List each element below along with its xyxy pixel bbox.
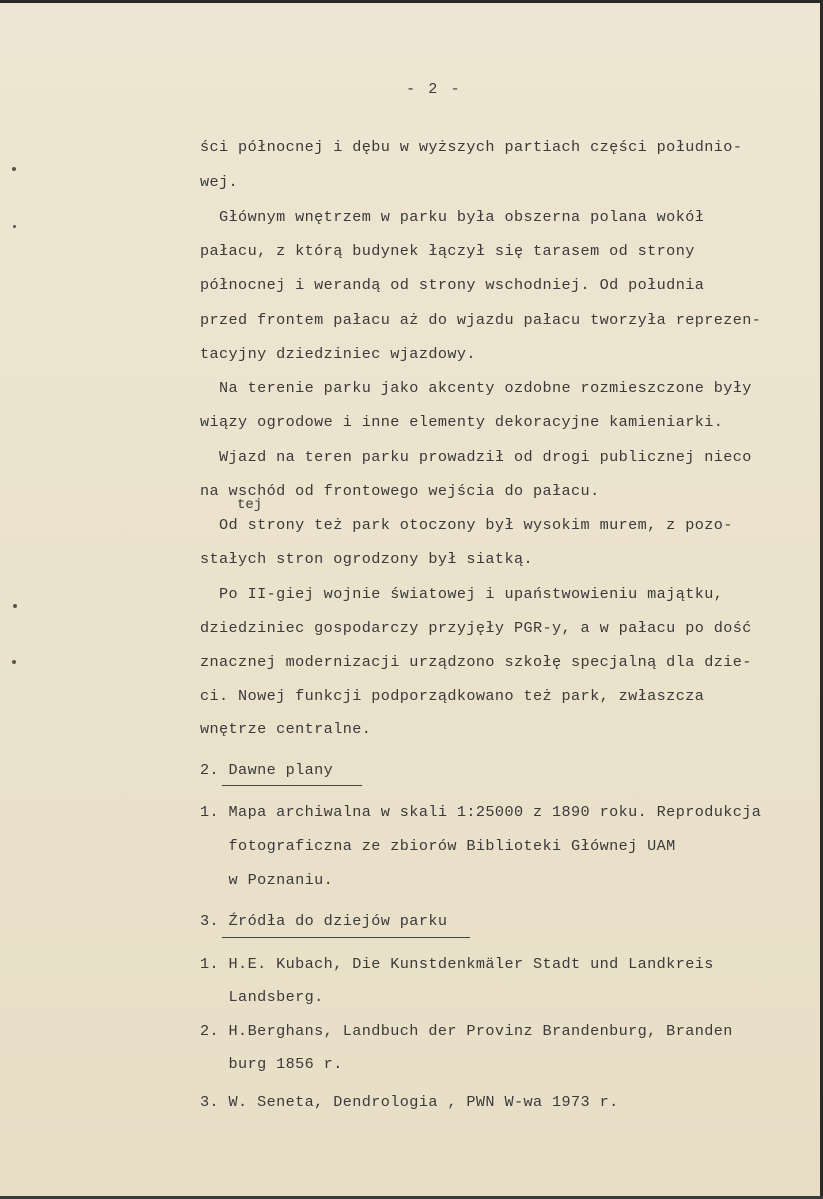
handwritten-insertion: tej — [237, 497, 263, 513]
body-line: ci. Nowej funkcji podporządkowano też park, zwłaszcza — [200, 687, 705, 705]
body-line: Wjazd na teren parku prowadził od drogi publicznej nieco — [200, 448, 752, 466]
section-heading: 3. Źródła do dziejów parku — [200, 912, 448, 930]
list-item-continuation: w Poznaniu. — [200, 871, 334, 889]
list-item: 3. W. Seneta, Dendrologia , PWN W-wa 1973 r. — [200, 1093, 619, 1111]
body-line: Po II-giej wojnie światowej i upaństwowieniu majątku, — [200, 585, 724, 603]
list-item: 2. H.Berghans, Landbuch der Provinz Brandenburg, Branden — [200, 1022, 733, 1040]
section-heading: 2. Dawne plany — [200, 761, 334, 779]
heading-underline — [222, 937, 470, 938]
body-line: wiązy ogrodowe i inne elementy dekoracyjne kamieniarki. — [200, 413, 724, 431]
body-line: północnej i werandą od strony wschodniej. Od południa — [200, 276, 705, 294]
margin-speck — [13, 604, 17, 608]
body-line: Głównym wnętrzem w parku była obszerna polana wokół — [200, 208, 705, 226]
list-item-continuation: burg 1856 r. — [200, 1055, 343, 1073]
body-line: przed frontem pałacu aż do wjazdu pałacu tworzyła reprezen- — [200, 311, 762, 329]
body-line: na wschód od frontowego wejścia do pałacu. — [200, 482, 600, 500]
body-line: dziedziniec gospodarczy przyjęły PGR-y, a w pałacu po dość — [200, 619, 752, 637]
list-item: 1. Mapa archiwalna w skali 1:25000 z 1890 roku. Reprodukcja — [200, 803, 762, 821]
list-item-continuation: fotograficzna ze zbiorów Biblioteki Głównej UAM — [200, 837, 676, 855]
body-line: stałych stron ogrodzony był siatką. — [200, 550, 533, 568]
margin-speck — [12, 660, 16, 664]
body-line: pałacu, z którą budynek łączył się tarasem od strony — [200, 242, 695, 260]
body-line: wnętrze centralne. — [200, 720, 372, 738]
body-line: Od strony też park otoczony był wysokim murem, z pozo- — [200, 516, 733, 534]
body-line: Na terenie parku jako akcenty ozdobne rozmieszczone były — [200, 379, 752, 397]
scan-border-top — [0, 0, 823, 3]
margin-speck — [13, 225, 16, 228]
page-number: - 2 - — [406, 80, 462, 98]
heading-underline — [222, 785, 362, 786]
list-item: 1. H.E. Kubach, Die Kunstdenkmäler Stadt und Landkreis — [200, 955, 714, 973]
margin-speck — [12, 167, 16, 171]
body-line: znacznej modernizacji urządzono szkołę specjalną dla dzie- — [200, 653, 752, 671]
body-line: tacyjny dziedziniec wjazdowy. — [200, 345, 476, 363]
body-line: ści północnej i dębu w wyższych partiach części południo- — [200, 138, 743, 156]
list-item-continuation: Landsberg. — [200, 988, 324, 1006]
body-line: wej. — [200, 173, 239, 191]
